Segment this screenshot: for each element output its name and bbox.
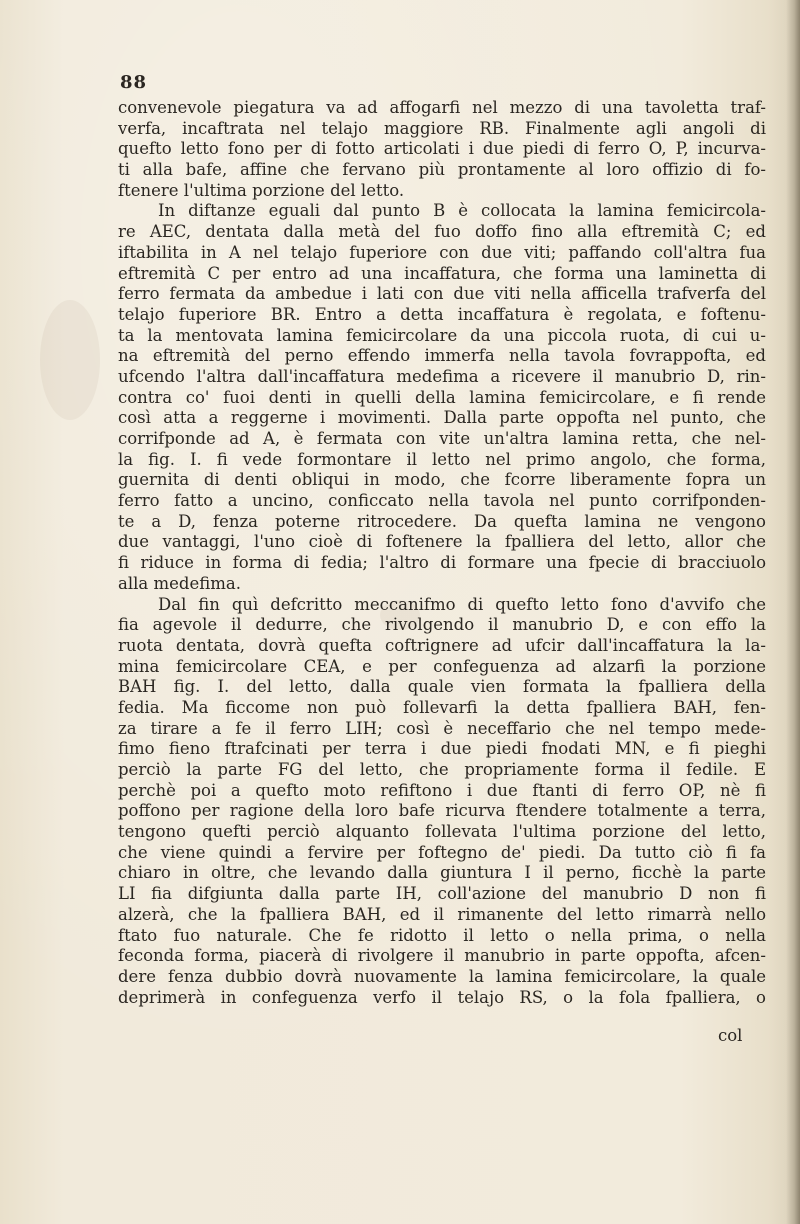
text-line: telajo fuperiore BR. Entro a detta incaffatura è regolata, e foftenu- — [118, 304, 766, 324]
text-line: LI fia difgiunta dalla parte IH, coll'azione del manubrio D non fi — [118, 884, 766, 904]
text-line: ti alla bafe, affine che fervano più prontamente al loro offizio di fo- — [118, 160, 766, 180]
text-line: re AEC, dentata dalla metà del fuo doffo fino alla eftremità C; ed — [118, 222, 766, 242]
text-line: dere fenza dubbio dovrà nuovamente la lamina femicircolare, la quale — [118, 966, 766, 986]
page-edge-shadow — [786, 0, 800, 1224]
text-line: guernita di denti obliqui in modo, che fcorre liberamente fopra un — [118, 470, 766, 490]
text-line: quefto letto fono per di fotto articolati i due piedi di ferro O, P, incurva- — [118, 139, 766, 159]
text-line: ruota dentata, dovrà quefta coftrignere ad ufcir dall'incaffatura la la- — [118, 635, 766, 655]
catchword: col — [718, 1026, 743, 1045]
text-line: perchè poi a quefto moto refiftono i due ftanti di ferro OP, nè fi — [118, 780, 766, 800]
text-line: fedia. Ma ficcome non può follevarfi la detta fpalliera BAH, fen- — [118, 697, 766, 717]
text-line: che viene quindi a fervire per foftegno de' piedi. Da tutto ciò fi fa — [118, 842, 766, 862]
text-line: chiaro in oltre, che levando dalla giuntura I il perno, ficchè la parte — [118, 863, 766, 883]
text-line: corrifponde ad A, è fermata con vite un'altra lamina retta, che nel- — [118, 429, 766, 448]
text-line: la fig. I. fi vede formontare il letto nel primo angolo, che forma, — [118, 449, 766, 469]
text-line: In diftanze eguali dal punto B è collocata la lamina femicircola- — [158, 201, 766, 221]
text-line: ta la mentovata lamina femicircolare da una piccola ruota, di cui u- — [118, 325, 766, 345]
text-line: alzerà, che la fpalliera BAH, ed il rimanente del letto rimarrà nello — [118, 904, 766, 924]
text-line: ftenere l'ultima porzione del letto. — [118, 180, 405, 200]
text-line: poffono per ragione della loro bafe ricurva ftendere totalmente a terra, — [118, 801, 766, 821]
text-line: deprimerà in confeguenza verfo il telajo RS, o la fola fpalliera, o — [118, 987, 766, 1007]
text-line: alla medefima. — [118, 573, 241, 593]
text-line: mina femicircolare CEA, e per confeguenza ad alzarfi la porzione — [118, 656, 766, 676]
text-line: iftabilita in A nel telajo fuperiore con due viti; paffando coll'altra fua — [118, 242, 766, 262]
page-number: 88 — [120, 72, 148, 93]
text-line: feconda forma, piacerà di rivolgere il manubrio in parte oppofta, afcen- — [118, 946, 766, 966]
text-line: così atta a reggerne i movimenti. Dalla parte oppofta nel punto, che — [118, 408, 766, 428]
text-line: za tirare a fe il ferro LIH; così è neceffario che nel tempo mede- — [118, 718, 766, 738]
text-line: ferro fermata da ambedue i lati con due viti nella afficella trafverfa del — [118, 284, 766, 304]
text-line: due vantaggi, l'uno cioè di foftenere la fpalliera del letto, allor che — [118, 532, 766, 552]
text-line: fi riduce in forma di fedia; l'altro di formare una fpecie di bracciuolo — [118, 553, 766, 573]
text-line: BAH fig. I. del letto, dalla quale vien formata la fpalliera della — [118, 677, 766, 697]
paper-stain — [40, 300, 100, 420]
text-line: eftremità C per entro ad una incaffatura, che forma una laminetta di — [118, 263, 766, 283]
text-line: Dal fin quì defcritto meccanifmo di quefto letto fono d'avvifo che — [158, 594, 766, 614]
text-line: ftato fuo naturale. Che fe ridotto il letto o nella prima, o nella — [118, 925, 766, 945]
text-line: fia agevole il dedurre, che rivolgendo il manubrio D, e con effo la — [118, 615, 766, 635]
text-line: contra co' fuoi denti in quelli della lamina femicircolare, e fi rende — [118, 387, 766, 407]
text-line: ufcendo l'altra dall'incaffatura medefima a ricevere il manubrio D, rin- — [118, 366, 766, 386]
text-line: perciò la parte FG del letto, che propriamente forma il fedile. E — [118, 760, 766, 779]
text-line: na eftremità del perno effendo immerfa nella tavola fovrappofta, ed — [118, 346, 766, 366]
text-line: ferro fatto a uncino, conficcato nella tavola nel punto corrifponden- — [118, 491, 766, 511]
text-line: verfa, incaftrata nel telajo maggiore RB. Finalmente agli angoli di — [118, 118, 766, 138]
body-text — [118, 98, 766, 1008]
text-line: convenevole piegatura va ad affogarfi nel mezzo di una tavoletta traf- — [118, 98, 766, 117]
text-line: tengono quefti perciò alquanto follevata l'ultima porzione del letto, — [118, 822, 766, 842]
text-line: te a D, fenza poterne ritrocedere. Da quefta lamina ne vengono — [118, 511, 766, 531]
text-line: fimo fieno ftrafcinati per terra i due piedi fnodati MN, e fi pieghi — [118, 739, 766, 759]
